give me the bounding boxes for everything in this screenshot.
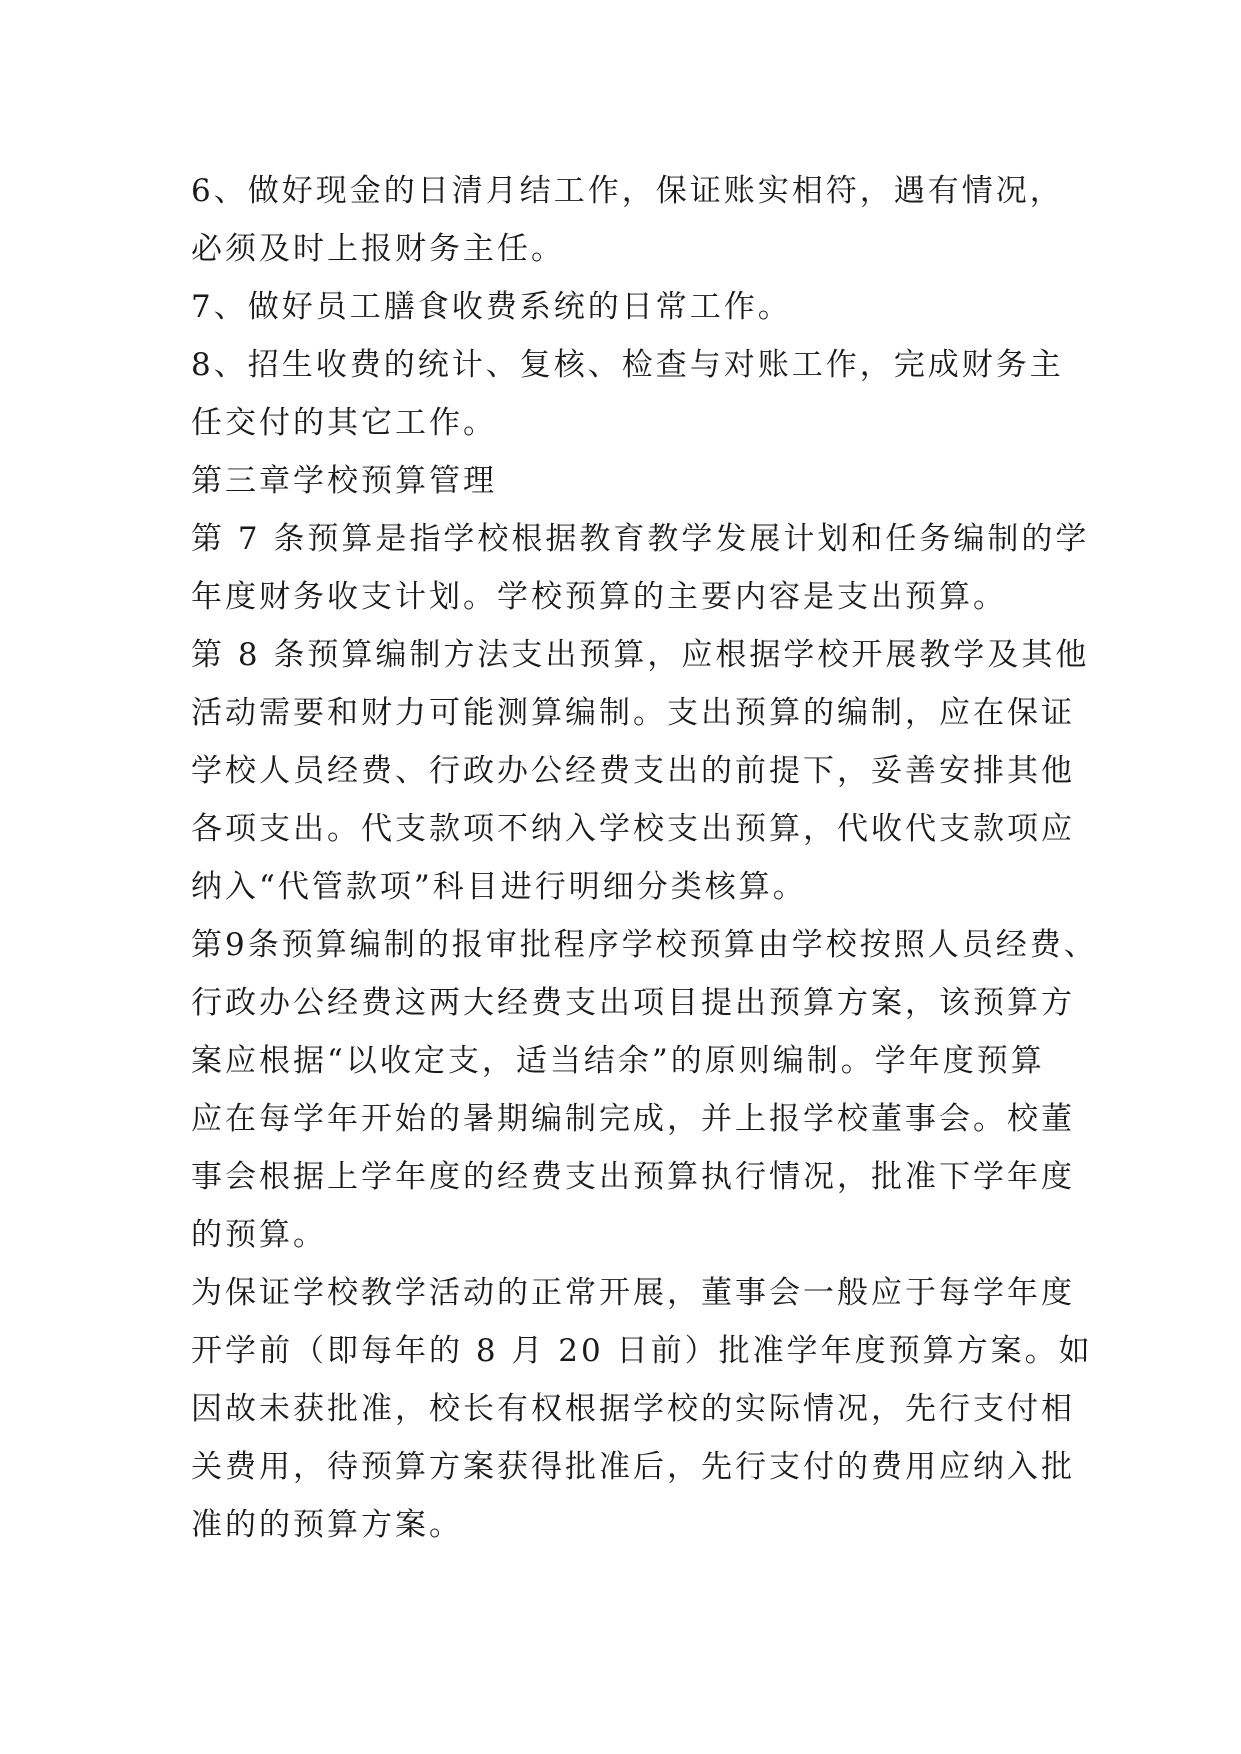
- chapter-heading: 第三章学校预算管理: [191, 463, 497, 499]
- text-line: 任交付的其它工作。: [191, 405, 497, 441]
- text-line: 开学前（即每年的 8 月 20 日前）批准学年度预算方案。如: [191, 1333, 1093, 1369]
- text-line: 第 8 条预算编制方法支出预算，应根据学校开展教学及其他: [191, 637, 1090, 673]
- text-line: 关费用，待预算方案获得批准后，先行支付的费用应纳入批: [191, 1449, 1075, 1485]
- text-line: 纳入“代管款项”科目进行明细分类核算。: [191, 869, 807, 905]
- text-line: 为保证学校教学活动的正常开展，董事会一般应于每学年度: [191, 1275, 1075, 1311]
- text-line: 第 7 条预算是指学校根据教育教学发展计划和任务编制的学: [191, 521, 1090, 557]
- text-line: 各项支出。代支款项不纳入学校支出预算，代收代支款项应: [191, 811, 1075, 847]
- text-line: 7、做好员工膳食收费系统的日常工作。: [191, 289, 792, 325]
- text-line: 第9条预算编制的报审批程序学校预算由学校按照人员经费、: [191, 927, 1098, 963]
- text-line: 案应根据“以收定支，适当结余”的原则编制。学年度预算: [191, 1043, 1045, 1079]
- text-line: 必须及时上报财务主任。: [191, 231, 565, 267]
- text-line: 6、做好现金的日清月结工作，保证账实相符，遇有情况，: [191, 173, 1064, 209]
- text-line: 活动需要和财力可能测算编制。支出预算的编制，应在保证: [191, 695, 1075, 731]
- text-line: 学校人员经费、行政办公经费支出的前提下，妥善安排其他: [191, 753, 1075, 789]
- text-line: 事会根据上学年度的经费支出预算执行情况，批准下学年度: [191, 1159, 1075, 1195]
- text-line: 的预算。: [191, 1217, 327, 1253]
- text-line: 8、招生收费的统计、复核、检查与对账工作，完成财务主: [191, 347, 1064, 383]
- text-line: 准的的预算方案。: [191, 1507, 463, 1543]
- document-body: [191, 162, 1098, 1554]
- text-line: 应在每学年开始的暑期编制完成，并上报学校董事会。校董: [191, 1101, 1075, 1137]
- text-line: 行政办公经费这两大经费支出项目提出预算方案，该预算方: [191, 985, 1075, 1021]
- text-line: 因故未获批准，校长有权根据学校的实际情况，先行支付相: [191, 1391, 1075, 1427]
- text-line: 年度财务收支计划。学校预算的主要内容是支出预算。: [191, 579, 1007, 615]
